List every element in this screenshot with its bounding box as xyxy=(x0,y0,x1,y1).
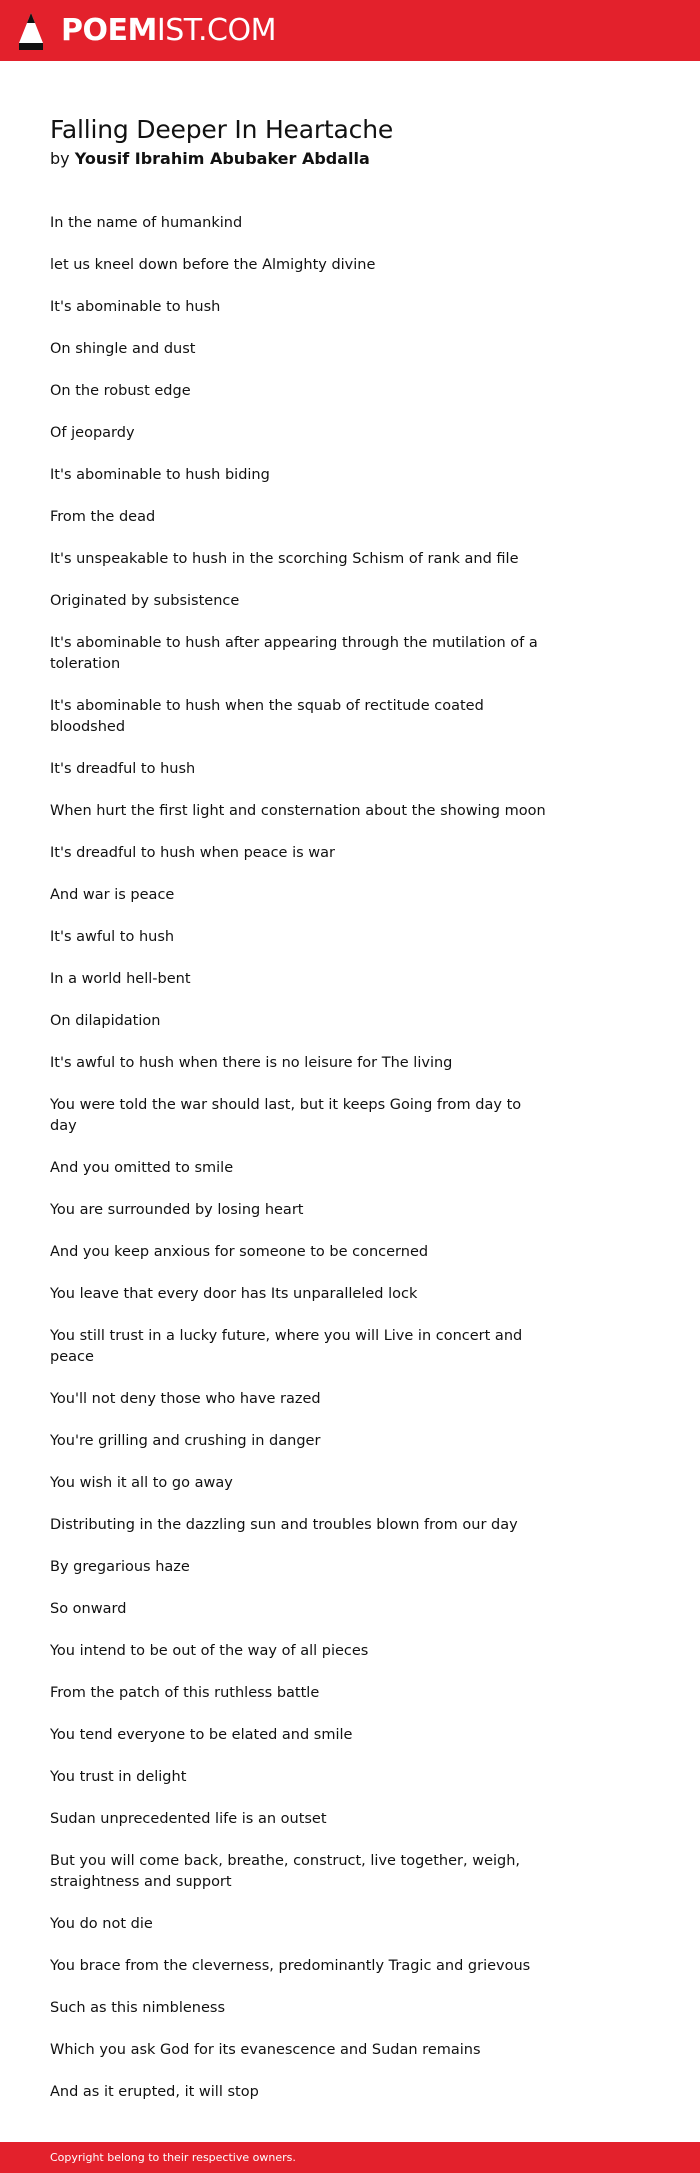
poem-line: You tend everyone to be elated and smile xyxy=(50,1727,353,1743)
poem-line: You are surrounded by losing heart xyxy=(50,1202,304,1218)
poem-line: On shingle and dust xyxy=(50,341,196,357)
poem-line: From the dead xyxy=(50,509,156,525)
poem-line: It's unspeakable to hush in the scorching Schism of rank and file xyxy=(50,551,519,567)
poem-line: You wish it all to go away xyxy=(50,1475,233,1491)
poem-line: In a world hell-bent xyxy=(50,971,191,987)
poem-byline xyxy=(50,149,370,168)
poem-line: So onward xyxy=(50,1601,127,1617)
poem-line: You intend to be out of the way of all pieces xyxy=(50,1643,369,1659)
poem-line: When hurt the first light and consternation about the showing moon xyxy=(50,803,546,819)
poem-author: Yousif Ibrahim Abubaker Abdalla xyxy=(74,149,370,168)
poem-line: You brace from the cleverness, predominantly Tragic and grievous xyxy=(50,1958,531,1974)
poem-line: It's awful to hush xyxy=(50,929,175,945)
logo-light-text: IST.COM xyxy=(156,13,276,48)
poem-line: It's abominable to hush when the squab of rectitude coated bloodshed xyxy=(50,698,484,735)
site-footer xyxy=(0,2142,700,2173)
poem-line: Of jeopardy xyxy=(50,425,135,441)
poem-line: It's awful to hush when there is no leisure for The living xyxy=(50,1055,453,1071)
poem-line: And you omitted to smile xyxy=(50,1160,234,1176)
poem-line: let us kneel down before the Almighty divine xyxy=(50,257,376,273)
poem-line: You do not die xyxy=(50,1916,153,1932)
poem-line: Sudan unprecedented life is an outset xyxy=(50,1811,327,1827)
poem-line: Such as this nimbleness xyxy=(50,2000,225,2016)
by-label: by xyxy=(50,149,70,168)
poem-line: But you will come back, breathe, construct, live together, weigh, straightness and support xyxy=(50,1853,521,1890)
poem-line: You're grilling and crushing in danger xyxy=(50,1433,321,1449)
logo-bold-text: POEM xyxy=(61,13,157,48)
poem-line: It's dreadful to hush xyxy=(50,761,196,777)
poem-line: By gregarious haze xyxy=(50,1559,190,1575)
poem-line: And as it erupted, it will stop xyxy=(50,2084,259,2100)
site-logo[interactable] xyxy=(61,12,276,50)
poem-line: Which you ask God for its evanescence and Sudan remains xyxy=(50,2042,481,2058)
site-header xyxy=(0,0,700,61)
pencil-tip-icon[interactable] xyxy=(17,11,45,51)
poem-body xyxy=(50,213,550,2124)
poem-line: You were told the war should last, but it keeps Going from day to day xyxy=(50,1097,522,1134)
poem-line: It's abominable to hush xyxy=(50,299,221,315)
poem-line: And war is peace xyxy=(50,887,175,903)
poem-line: It's abominable to hush biding xyxy=(50,467,270,483)
poem-line: On dilapidation xyxy=(50,1013,161,1029)
poem-line: Distributing in the dazzling sun and troubles blown from our day xyxy=(50,1517,518,1533)
poem-line: You trust in delight xyxy=(50,1769,187,1785)
poem-line: On the robust edge xyxy=(50,383,191,399)
poem-line: In the name of humankind xyxy=(50,215,243,231)
poem-line: It's dreadful to hush when peace is war xyxy=(50,845,335,861)
poem-line: You'll not deny those who have razed xyxy=(50,1391,321,1407)
poem-line: From the patch of this ruthless battle xyxy=(50,1685,320,1701)
poem-line: It's abominable to hush after appearing through the mutilation of a toleration xyxy=(50,635,538,672)
poem-line: And you keep anxious for someone to be concerned xyxy=(50,1244,429,1260)
poem-line: You leave that every door has Its unparalleled lock xyxy=(50,1286,418,1302)
poem-title: Falling Deeper In Heartache xyxy=(50,115,394,144)
poem-line: You still trust in a lucky future, where you will Live in concert and peace xyxy=(50,1328,523,1365)
poem-line: Originated by subsistence xyxy=(50,593,240,609)
copyright-text: Copyright belong to their respective owners. xyxy=(50,2151,296,2164)
